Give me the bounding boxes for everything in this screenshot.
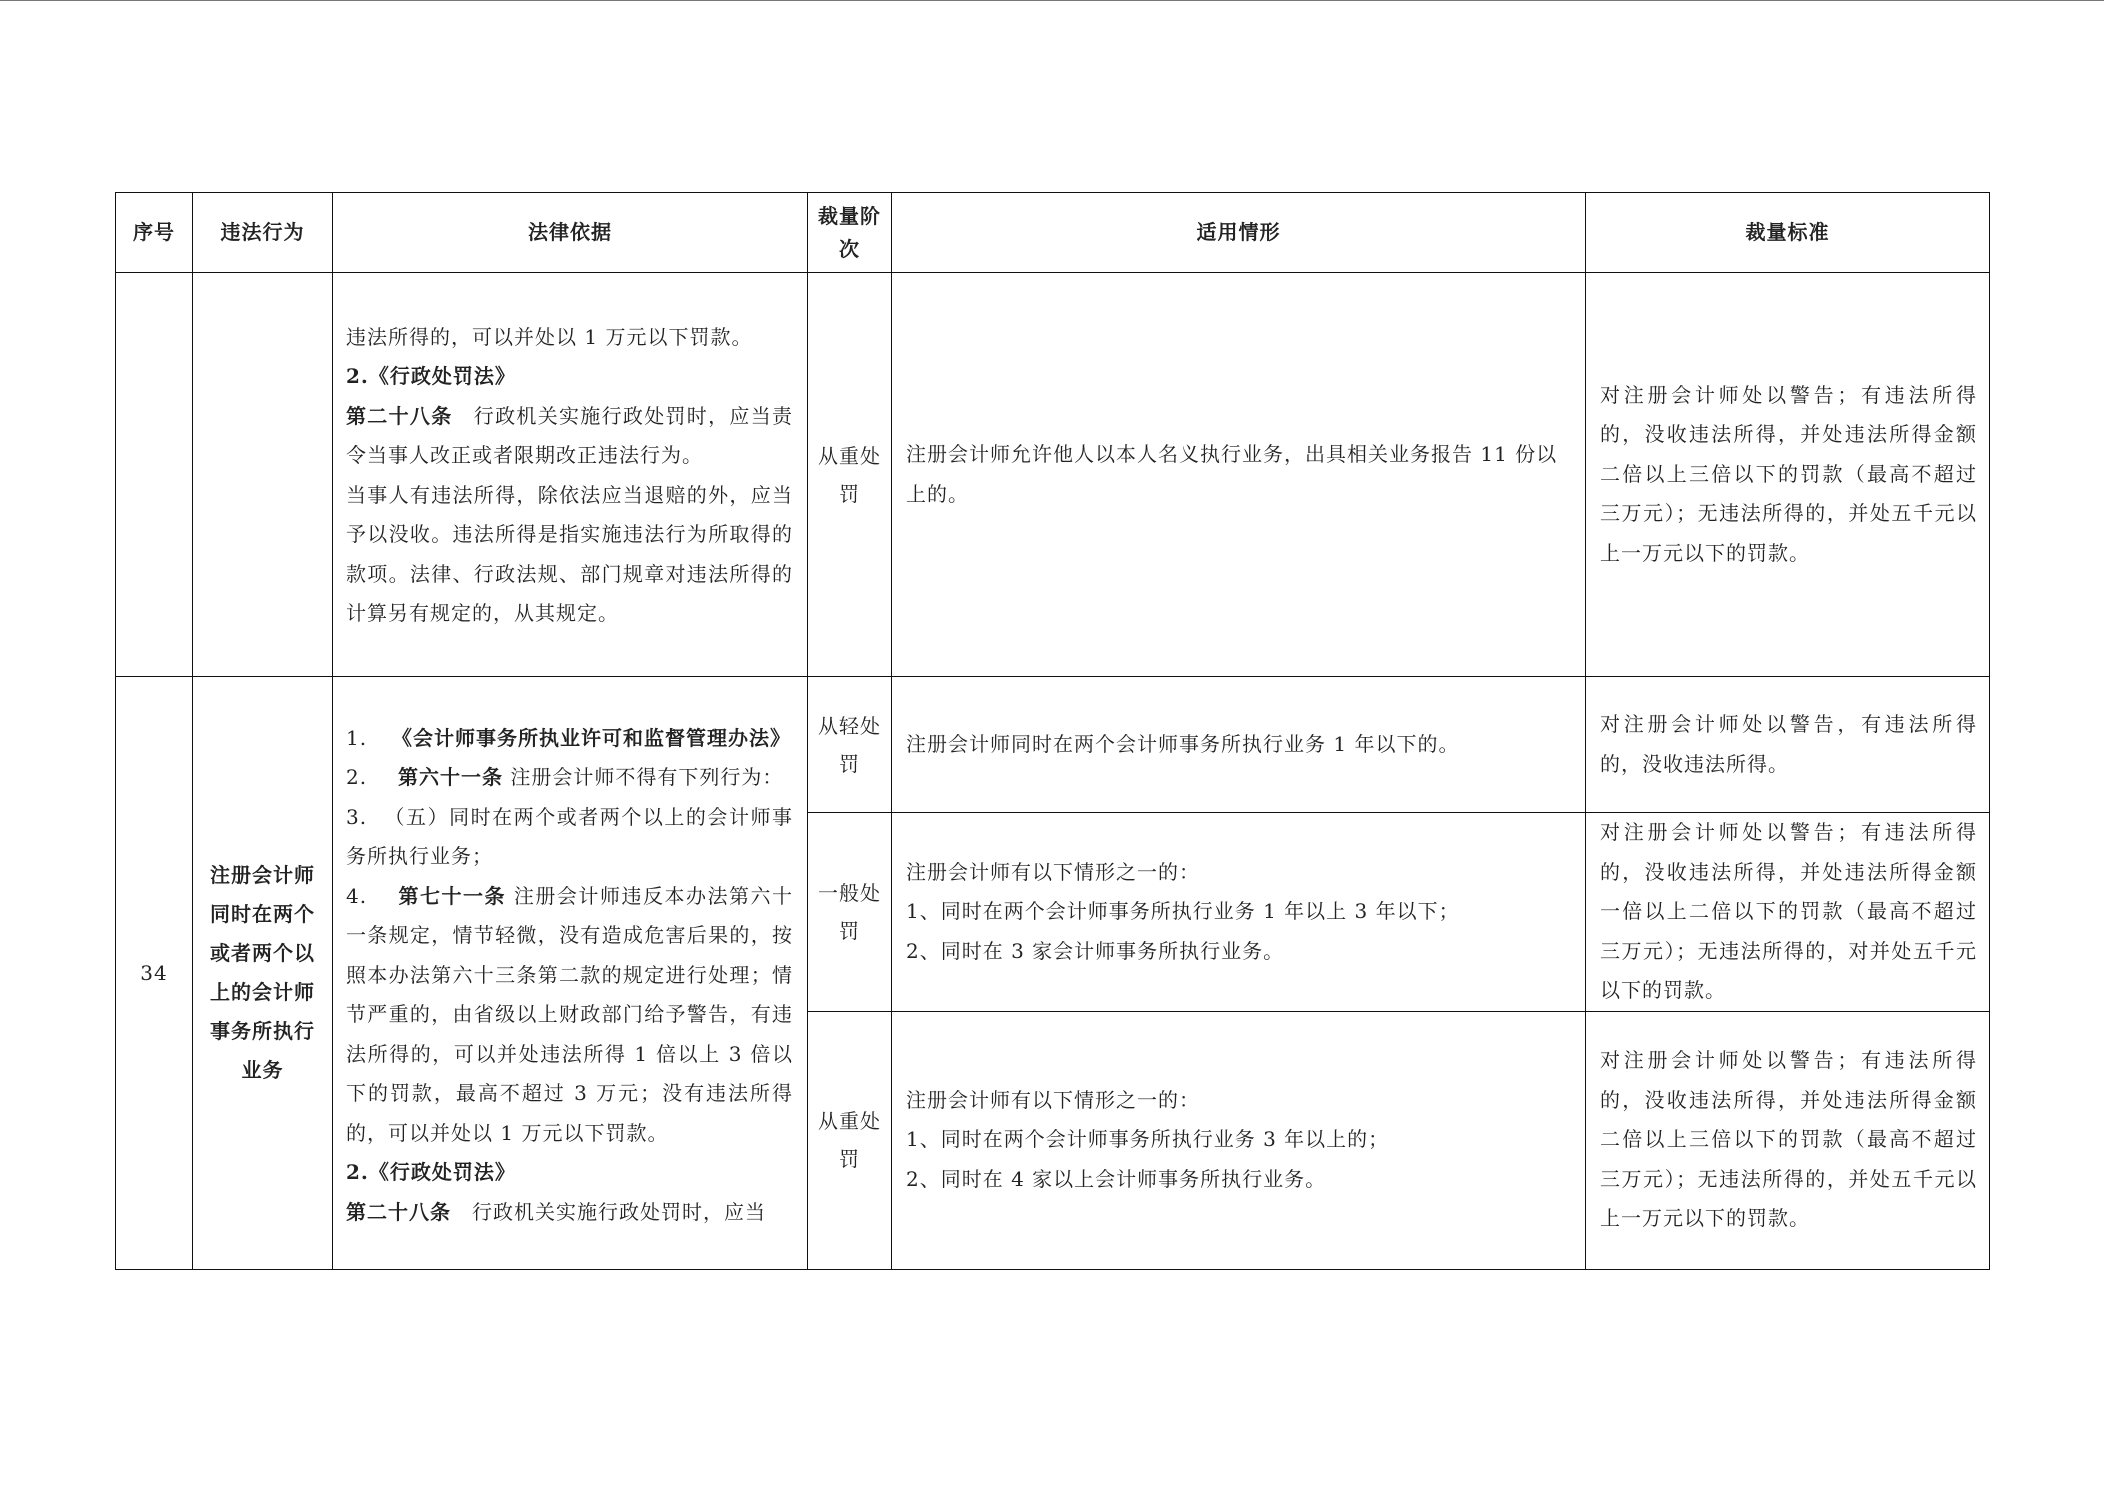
row34-basis-p4-text: 注册会计师违反本办法第六十一条规定，情节轻微，没有造成危害后果的，按照本办法第六十三条第二款的规定进行处理；情节严重的，由省级以上财政部门给予警告，有违法所得的，可以并处违法所得 1 倍以上 3 倍以下的罚款，最高不超过 3 万元；没有违法所得的，可以并处以 1 万元以下罚款。	[346, 883, 794, 1145]
row34-basis-p1-num: 1.	[346, 725, 368, 750]
row34-standard-lenient: 对注册会计师处以警告，有违法所得的，没收违法所得。	[1586, 677, 1990, 813]
cont-art28	[346, 397, 793, 476]
header-seq: 序号	[116, 193, 193, 273]
cont-art28-title: 第二十八条	[346, 403, 453, 428]
table-row-34-lenient	[116, 677, 1990, 813]
row34-standard-general: 对注册会计师处以警告；有违法所得的，没收违法所得，并处违法所得金额一倍以上二倍以下的罚款（最高不超过三万元）；无违法所得的，对并处五千元以下的罚款。	[1586, 813, 1990, 1012]
cont-basis-cell	[333, 273, 808, 677]
page-top-rule	[0, 0, 2104, 1]
discretion-table	[115, 192, 1990, 1270]
row34-basis-p3-text: （五）同时在两个或者两个以上的会计师事务所执行业务；	[346, 804, 793, 868]
header-act: 违法行为	[193, 193, 333, 273]
row34-basis-p1	[346, 719, 793, 759]
row34-situation-severe-line2: 1、同时在两个会计师事务所执行业务 3 年以上的；	[906, 1127, 1390, 1152]
row34-situation-severe-line1: 注册会计师有以下情形之一的：	[906, 1087, 1200, 1112]
row34-basis-p3	[346, 798, 793, 877]
cont-situation-cell: 注册会计师允许他人以本人名义执行业务，出具相关业务报告 11 份以上的。	[892, 273, 1586, 677]
row34-basis-p4-num: 4.	[346, 883, 368, 908]
cont-standard-cell: 对注册会计师处以警告；有违法所得的，没收违法所得，并处违法所得金额二倍以上三倍以下的罚款（最高不超过三万元）；无违法所得的，并处五千元以上一万元以下的罚款。	[1586, 273, 1990, 677]
header-level: 裁量阶次	[808, 193, 892, 273]
table-row-continued	[116, 273, 1990, 677]
row34-standard-severe: 对注册会计师处以警告；有违法所得的，没收违法所得，并处违法所得金额二倍以上三倍以下的罚款（最高不超过三万元）；无违法所得的，并处五千元以上一万元以下的罚款。	[1586, 1011, 1990, 1269]
cont-act-cell	[193, 273, 333, 677]
row34-act-cell: 注册会计师同时在两个或者两个以上的会计师事务所执行业务	[193, 677, 333, 1270]
row34-art28-title: 第二十八条	[346, 1199, 451, 1224]
row34-basis-p3-num: 3.	[346, 804, 368, 829]
row34-situation-general-line2: 1、同时在两个会计师事务所执行业务 1 年以上 3 年以下；	[906, 899, 1460, 923]
row34-level-lenient: 从轻处罚	[808, 677, 892, 813]
row34-basis-p2-num: 2.	[346, 765, 368, 789]
row34-situation-general-line1: 注册会计师有以下情形之一的：	[906, 859, 1200, 884]
cont-art28-text2: 当事人有违法所得，除依法应当退赔的外，应当予以没收。违法所得是指实施违法行为所取得的款项。法律、行政法规、部门规章对违法所得的计算另有规定的，从其规定。	[346, 482, 793, 625]
row34-basis-p2	[346, 758, 793, 798]
row34-situation-severe-line3: 2、同时在 4 家以上会计师事务所执行业务。	[906, 1166, 1327, 1191]
row34-level-general: 一般处罚	[808, 813, 892, 1012]
header-situation: 适用情形	[892, 193, 1586, 273]
row34-basis-p4-bold: 第七十一条	[398, 883, 507, 908]
row34-law2-title: 2.《行政处罚法》	[346, 1160, 516, 1184]
row34-art28	[346, 1193, 793, 1233]
header-standard: 裁量标准	[1586, 193, 1990, 273]
row34-basis-p1-text: 《会计师事务所执业许可和监督管理办法》	[392, 725, 791, 750]
row34-situation-lenient-line: 注册会计师同时在两个会计师事务所执行业务 1 年以下的。	[906, 731, 1460, 756]
row34-situation-severe	[892, 1011, 1586, 1269]
row34-art28-text: 行政机关实施行政处罚时，应当	[451, 1199, 766, 1224]
cont-level-cell: 从重处罚	[808, 273, 892, 677]
row34-basis-p2-bold: 第六十一条	[398, 765, 503, 789]
row34-basis-cell	[333, 677, 808, 1270]
row34-level-severe: 从重处罚	[808, 1011, 892, 1269]
cont-law2-title: 2.《行政处罚法》	[346, 364, 516, 388]
row34-situation-general-line3: 2、同时在 3 家会计师事务所执行业务。	[906, 938, 1285, 963]
header-row	[116, 193, 1990, 273]
row34-seq-cell: 34	[116, 677, 193, 1270]
row34-basis-p2-text: 注册会计师不得有下列行为：	[503, 765, 784, 789]
row34-situation-general	[892, 813, 1586, 1012]
row34-basis-p4	[346, 877, 793, 1154]
cont-seq-cell	[116, 273, 193, 677]
row34-situation-lenient	[892, 677, 1586, 813]
header-basis: 法律依据	[333, 193, 808, 273]
cont-basis-line1: 违法所得的，可以并处以 1 万元以下罚款。	[346, 324, 753, 349]
cont-art28-text: 行政机关实施行政处罚时，应当责令当事人改正或者限期改正违法行为。	[346, 403, 793, 467]
